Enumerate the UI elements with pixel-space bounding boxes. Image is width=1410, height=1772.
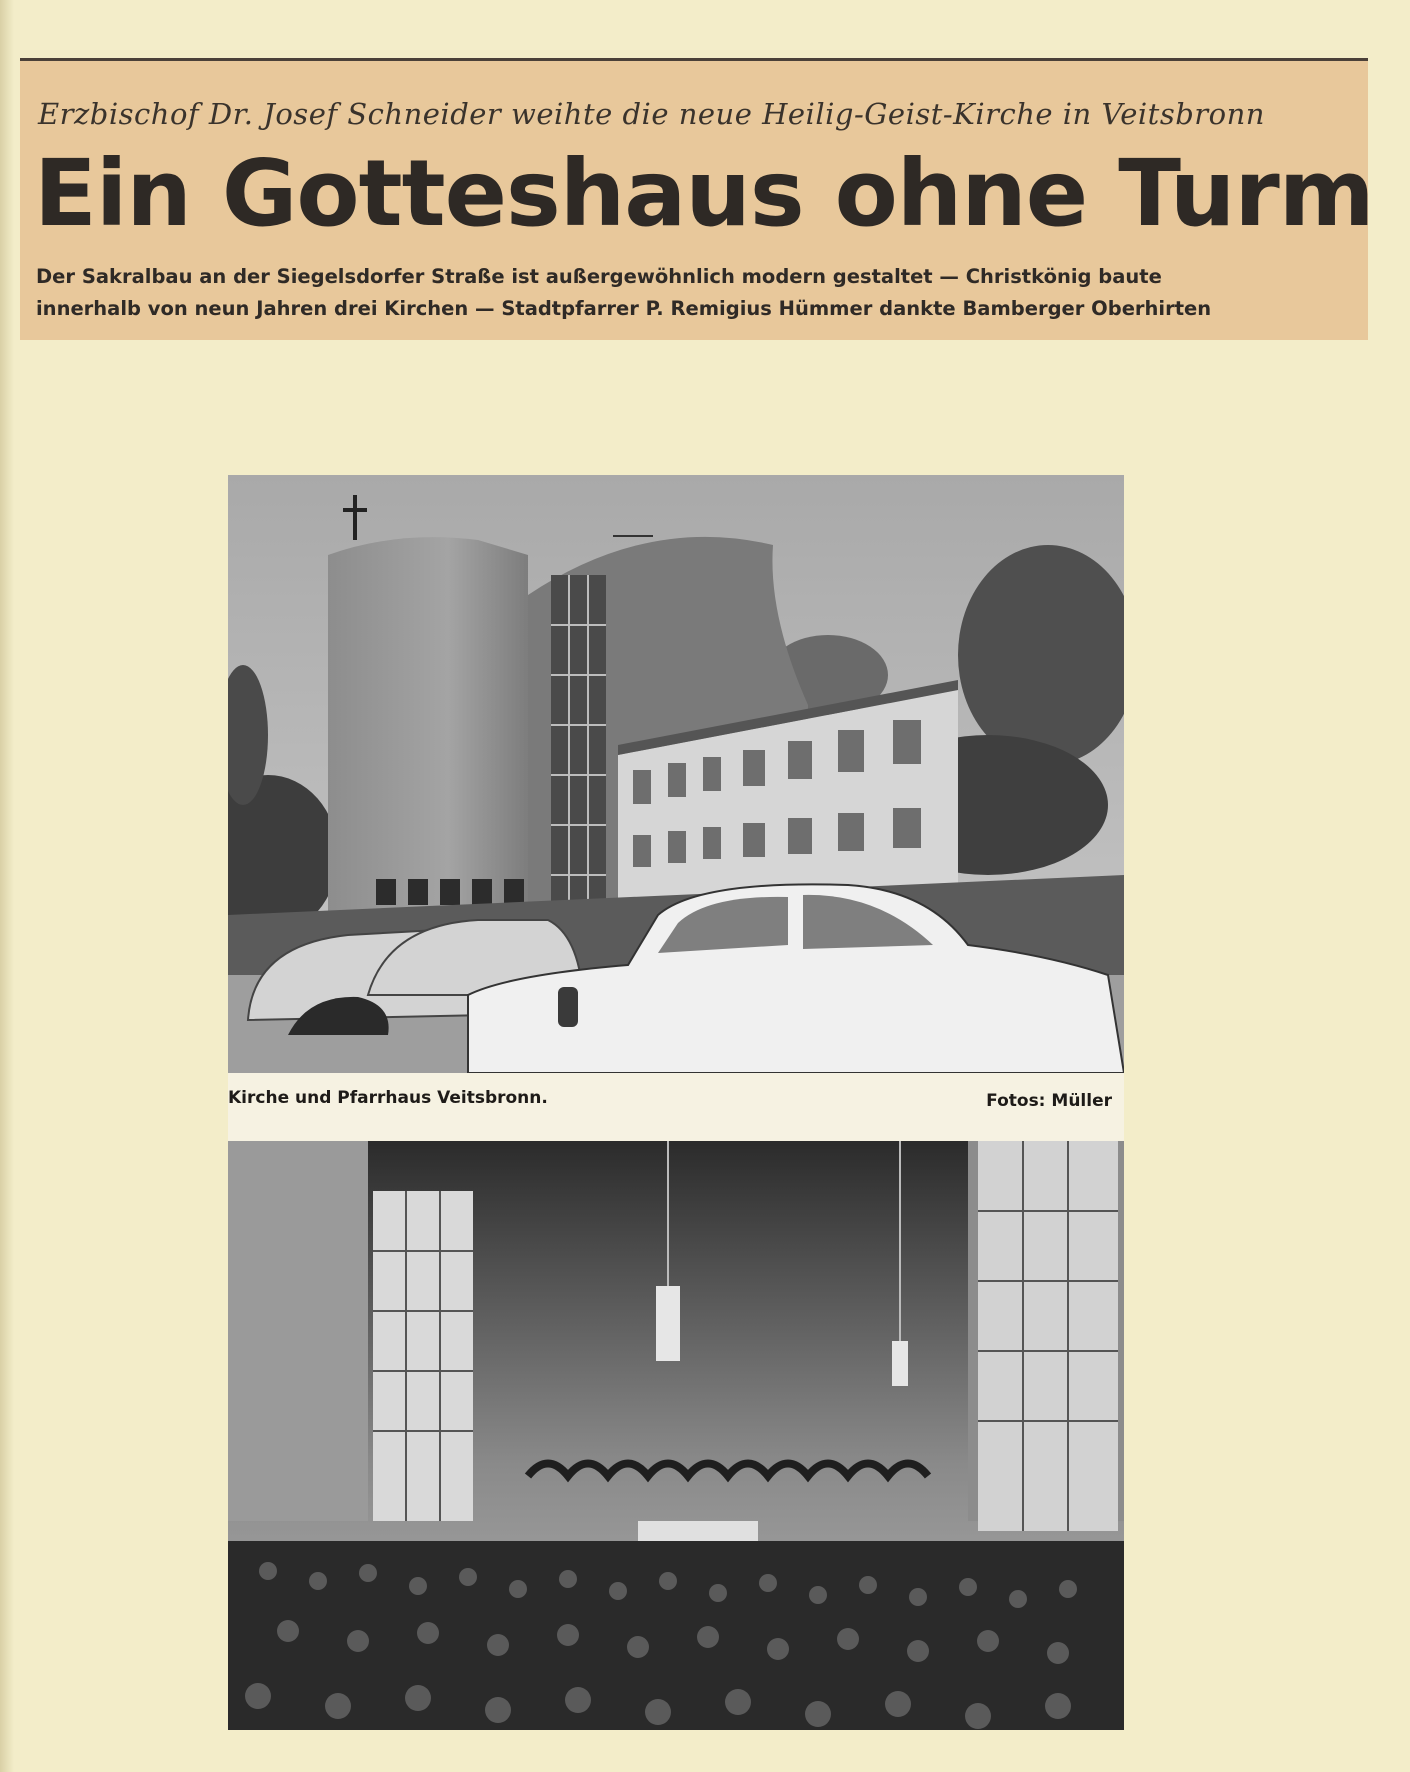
subheadline-line-1: Der Sakralbau an der Siegelsdorfer Straße ist außergewöhnlich modern gestaltet — Christkönig baute bbox=[36, 265, 1162, 288]
newspaper-clipping-header bbox=[20, 58, 1374, 340]
church-exterior-photo bbox=[228, 475, 1124, 1073]
photo-credit: Fotos: Müller bbox=[986, 1091, 1112, 1111]
article-subheadline bbox=[36, 261, 1362, 325]
photo-clipping bbox=[228, 475, 1124, 1730]
church-interior-photo bbox=[228, 1141, 1124, 1730]
photo-caption-row bbox=[228, 1073, 1124, 1141]
subheadline-line-2: innerhalb von neun Jahren drei Kirchen — Stadtpfarrer P. Remigius Hümmer dankte Bamberger Oberhirten bbox=[36, 297, 1212, 320]
article-kicker: Erzbischof Dr. Josef Schneider weihte die neue Heilig-Geist-Kirche in Veitsbronn bbox=[38, 97, 1265, 131]
album-page-edge bbox=[0, 0, 14, 1772]
photo-caption: Kirche und Pfarrhaus Veitsbronn. bbox=[228, 1088, 548, 1108]
article-headline: Ein Gotteshaus ohne Turm bbox=[34, 140, 1374, 247]
